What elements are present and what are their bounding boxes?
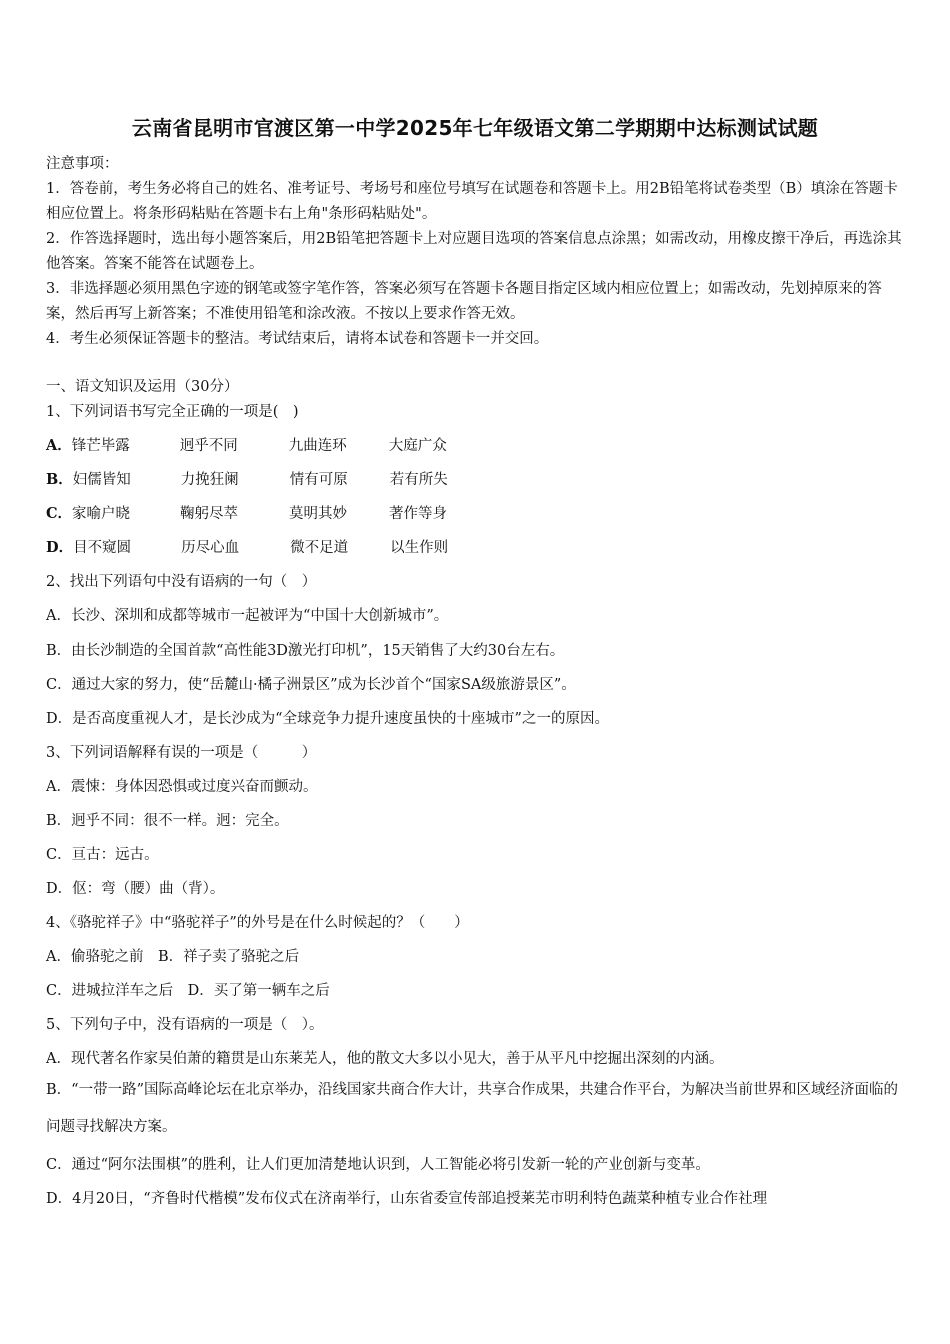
word: 以生作则 bbox=[390, 540, 449, 556]
word: 微不足道 bbox=[290, 540, 349, 556]
word: 历尽心血 bbox=[181, 540, 240, 556]
q2-stem: 2、找出下列语句中没有语病的一句（ ） bbox=[46, 574, 317, 590]
word: 鞠躬尽萃 bbox=[180, 506, 239, 522]
q5-option-a: A．现代著名作家吴伯萧的籍贯是山东莱芜人，他的散文大多以小见大，善于从平凡中挖掘出深刻的内涵。 bbox=[46, 1051, 724, 1067]
option-label: C． bbox=[46, 505, 73, 522]
q1-option-a bbox=[46, 434, 447, 455]
option-label: B． bbox=[46, 471, 73, 488]
q5-option-b: B．“一带一路”国际高峰论坛在北京举办，沿线国家共商合作大计，共享合作成果，共建合作平台，为解决当前世界和区域经济面临的问题寻找解决方案。 bbox=[46, 1082, 898, 1135]
q3-option-b: B．迥乎不同：很不一样。迥：完全。 bbox=[46, 813, 289, 829]
exam-title: 云南省昆明市官渡区第一中学2025年七年级语文第二学期期中达标测试试题 bbox=[131, 116, 819, 140]
word: 迥乎不同 bbox=[179, 438, 238, 454]
option-label: D． bbox=[46, 539, 74, 556]
note-item-3: 3．非选择题必须用黑色字迹的钢笔或签字笔作答，答案必须写在答题卡各题目指定区域内相应位置上；如需改动，先划掉原来的答案，然后再写上新答案；不准使用铅笔和涂改液。不按以上要求作答无效。 bbox=[46, 281, 882, 322]
q3-option-d: D．伛：弯（腰）曲（背）。 bbox=[46, 881, 225, 897]
q4-stem: 4、《骆驼祥子》中“骆驼祥子”的外号是在什么时候起的？（ ） bbox=[46, 915, 469, 931]
q5-stem: 5、下列句子中，没有语病的一项是（ ）。 bbox=[46, 1017, 324, 1033]
q2-option-d: D．是否高度重视人才，是长沙成为“全球竞争力提升速度虽快的十座城市”之一的原因。 bbox=[46, 711, 609, 727]
notes-heading: 注意事项： bbox=[46, 156, 119, 172]
q5-option-d: D．4月20日，“齐鲁时代楷模”发布仪式在济南举行，山东省委宣传部追授莱芜市明利特色蔬菜种植专业合作社理 bbox=[46, 1191, 768, 1207]
word: 大庭广众 bbox=[388, 438, 447, 454]
note-item-2: 2．作答选择题时，选出每小题答案后，用2B铅笔把答题卡上对应题目选项的答案信息点涂黑；如需改动，用橡皮擦干净后，再选涂其他答案。答案不能答在试题卷上。 bbox=[46, 231, 902, 272]
q1-option-d bbox=[46, 536, 448, 557]
q4-options-cd: C．进城拉洋车之后 D．买了第一辆车之后 bbox=[46, 983, 330, 999]
word: 情有可原 bbox=[289, 472, 348, 488]
word: 九曲连环 bbox=[288, 438, 347, 454]
note-item-4: 4．考生必须保证答题卡的整洁。考试结束后，请将本试卷和答题卡一并交回。 bbox=[46, 331, 549, 347]
notes-block bbox=[46, 152, 906, 352]
q3-option-c: C．亘古：远古。 bbox=[46, 847, 159, 863]
option-label: A． bbox=[46, 437, 72, 454]
q1-option-b bbox=[46, 468, 448, 489]
word: 若有所失 bbox=[389, 472, 448, 488]
word: 妇儒皆知 bbox=[72, 472, 131, 488]
q2-option-b: B．由长沙制造的全国首款“高性能3D激光打印机”，15天销售了大约30台左右。 bbox=[46, 643, 565, 659]
q1-option-c bbox=[46, 502, 447, 523]
q4-options-ab: A．偷骆驼之前 B．祥子卖了骆驼之后 bbox=[46, 949, 300, 965]
word: 目不窥圆 bbox=[73, 540, 132, 556]
q1-stem: 1、下列词语书写完全正确的一项是( ) bbox=[46, 404, 299, 420]
q3-option-a: A．震悚：身体因恐惧或过度兴奋而颤动。 bbox=[46, 779, 318, 795]
word: 莫明其妙 bbox=[289, 506, 348, 522]
q5-option-c: C．通过“阿尔法围棋”的胜利，让人们更加清楚地认识到，人工智能必将引发新一轮的产业创新与变革。 bbox=[46, 1157, 710, 1173]
word: 家喻户晓 bbox=[72, 506, 131, 522]
word: 力挽狂阑 bbox=[180, 472, 239, 488]
word: 锋芒毕露 bbox=[71, 438, 130, 454]
q2-option-a: A．长沙、深圳和成都等城市一起被评为“中国十大创新城市”。 bbox=[46, 608, 449, 624]
q2-option-c: C．通过大家的努力，使“岳麓山·橘子洲景区”成为长沙首个“国家SA级旅游景区”。 bbox=[46, 677, 576, 693]
section-heading: 一、语文知识及运用（30分） bbox=[46, 379, 239, 395]
note-item-1: 1．答卷前，考生务必将自己的姓名、准考证号、考场号和座位号填写在试题卷和答题卡上。用2B铅笔将试卷类型（B）填涂在答题卡相应位置上。将条形码粘贴在答题卡右上角"条形码粘贴处"。 bbox=[46, 181, 898, 222]
word: 著作等身 bbox=[389, 506, 448, 522]
q3-stem: 3、下列词语解释有误的一项是（ ） bbox=[46, 745, 317, 761]
